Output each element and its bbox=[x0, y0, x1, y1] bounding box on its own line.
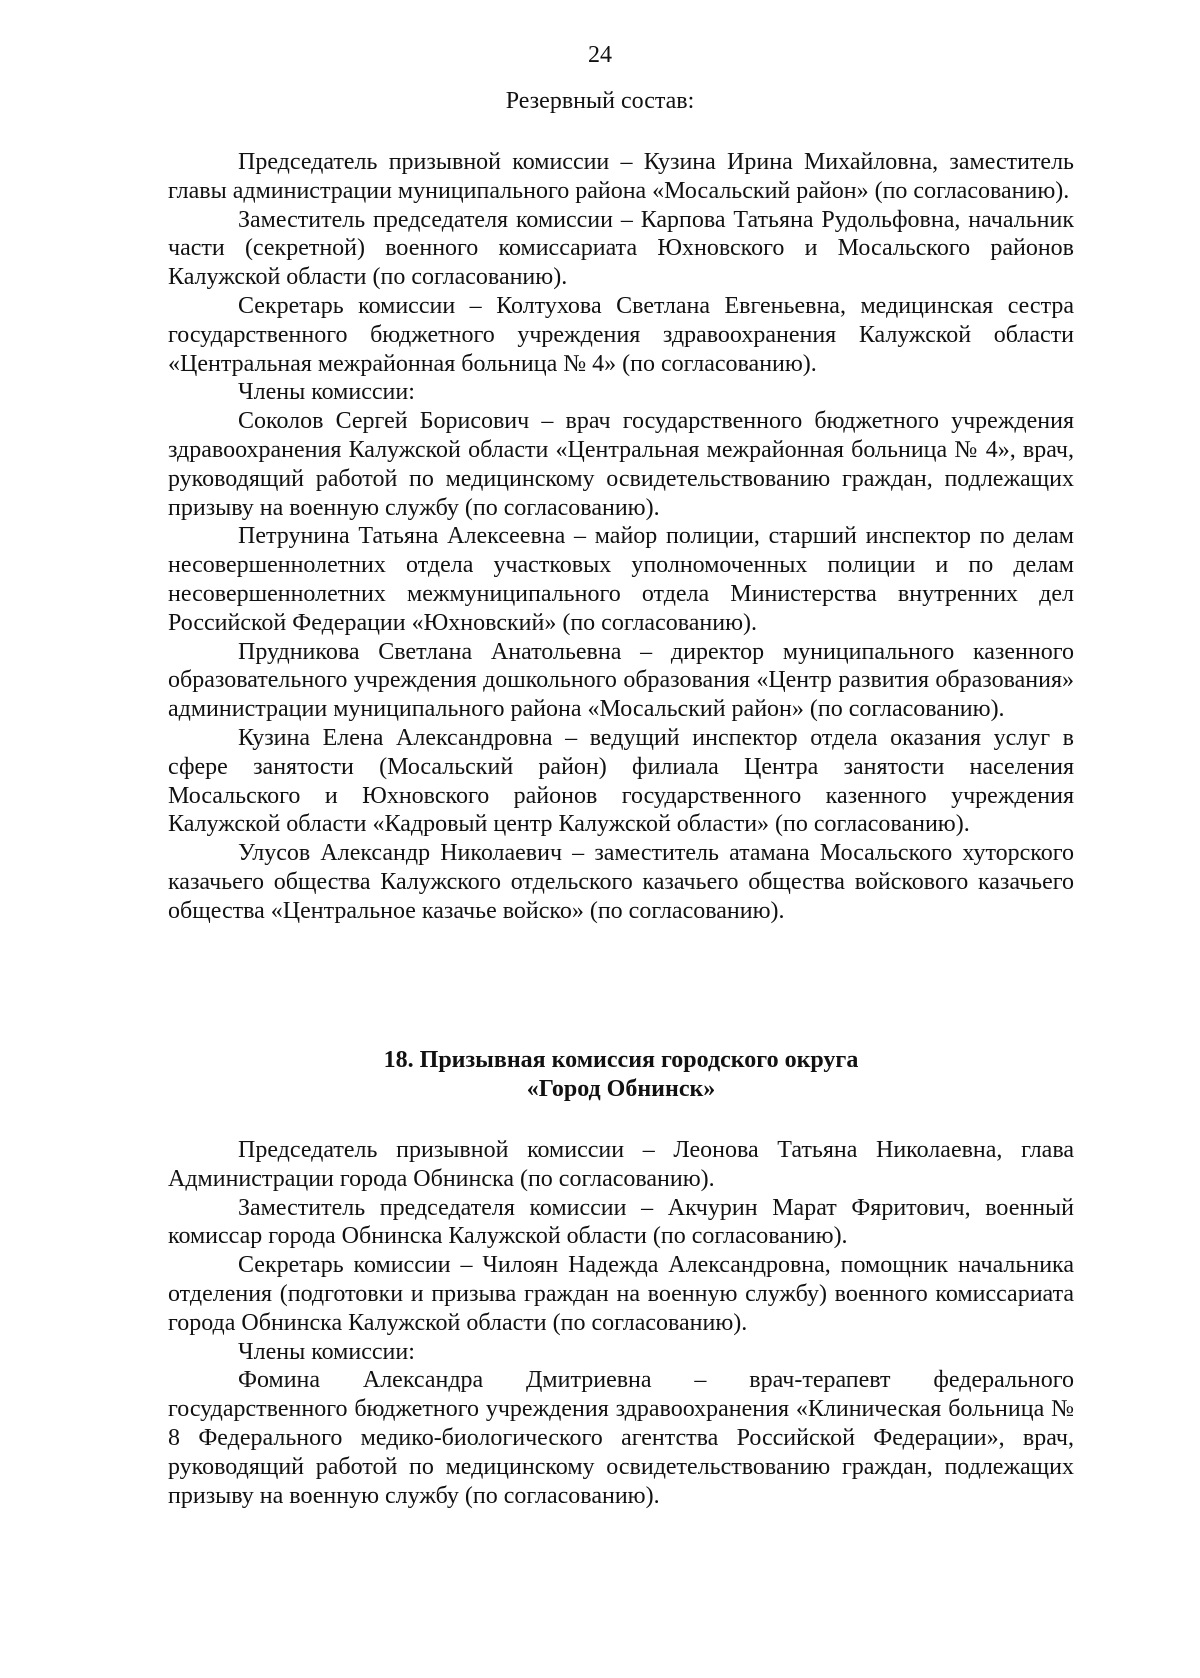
paragraph-member-kuzina: Кузина Елена Александровна – ведущий инспектор отдела оказания услуг в сфере занятости (Мосальский район) филиала Центра занятости населения Мосальского и Юхновского районов государственного казенного учреждения Калужской области «Кадровый центр Калужской области» (по согласованию). bbox=[168, 724, 1074, 838]
section-18-body bbox=[168, 1136, 1074, 1510]
paragraph-obninsk-members-label: Члены комиссии: bbox=[238, 1338, 415, 1365]
reserve-composition-title: Резервный состав: bbox=[505, 88, 695, 114]
paragraph-members-label: Члены комиссии: bbox=[238, 379, 415, 406]
section-18-heading-line1: 18. Призывная комиссия городского округа bbox=[383, 1047, 859, 1073]
page-number: 24 bbox=[588, 42, 612, 68]
paragraph-member-petrunina: Петрунина Татьяна Алексеевна – майор полиции, старший инспектор по делам несовершеннолетних отдела участковых уполномоченных полиции и по делам несовершеннолетних межмуниципального отдела Министерства внутренних дел Российской Федерации «Юхновский» (по согласованию). bbox=[168, 523, 1074, 636]
paragraph-chairman: Председатель призывной комиссии – Кузина Ирина Михайловна, заместитель главы администрации муниципального района «Мосальский район» (по согласованию). bbox=[168, 149, 1074, 204]
section-18-heading bbox=[168, 1046, 1074, 1104]
paragraph-member-ulusov: Улусов Александр Николаевич – заместитель атамана Мосальского хуторского казачьего общества Калужского отдельского казачьего общества войскового казачьего общества «Центральное казачье войско» (по согласованию). bbox=[168, 840, 1074, 924]
section-18-heading-line2: «Город Обнинск» bbox=[526, 1076, 716, 1102]
paragraph-secretary: Секретарь комиссии – Колтухова Светлана Евгеньевна, медицинская сестра государственного бюджетного учреждения здравоохранения Калужской области «Центральная межрайонная больница № 4» (по согласованию). bbox=[168, 292, 1074, 377]
paragraph-obninsk-deputy: Заместитель председателя комиссии – Акчурин Марат Фяритович, военный комиссар города Обнинска Калужской области (по согласованию). bbox=[168, 1194, 1074, 1250]
paragraph-member-sokolov: Соколов Сергей Борисович – врач государственного бюджетного учреждения здравоохранения Калужской области «Центральная межрайонная больница № 4», врач, руководящий работой по медицинскому освидетельствованию граждан, подлежащих призыву на военную службу (по согласованию). bbox=[168, 408, 1074, 521]
paragraph-obninsk-chairman: Председатель призывной комиссии – Леонова Татьяна Николаевна, глава Администрации города Обнинска (по согласованию). bbox=[168, 1137, 1074, 1192]
paragraph-obninsk-member-fomina: Фомина Александра Дмитриевна – врач-терапевт федерального государственного бюджетного учреждения здравоохранения «Клиническая больница № 8 Федерального медико-биологического агентства Российской Федерации», врач, руководящий работой по медицинскому освидетельствованию граждан, подлежащих призыву на военную службу (по согласованию). bbox=[168, 1367, 1074, 1509]
reserve-composition-body bbox=[168, 148, 1074, 926]
paragraph-obninsk-secretary: Секретарь комиссии – Чилоян Надежда Александровна, помощник начальника отделения (подготовки и призыва граждан на военную службу) военного комиссариата города Обнинска Калужской области (по согласованию). bbox=[168, 1252, 1074, 1336]
paragraph-deputy-chairman: Заместитель председателя комиссии – Карпова Татьяна Рудольфовна, начальник части (секретной) военного комиссариата Юхновского и Мосальского районов Калужской области (по согласованию). bbox=[168, 206, 1074, 291]
paragraph-member-prudnikova: Прудникова Светлана Анатольевна – директор муниципального казенного образовательного учреждения дошкольного образования «Центр развития образования» администрации муниципального района «Мосальский район» (по согласованию). bbox=[168, 638, 1074, 723]
